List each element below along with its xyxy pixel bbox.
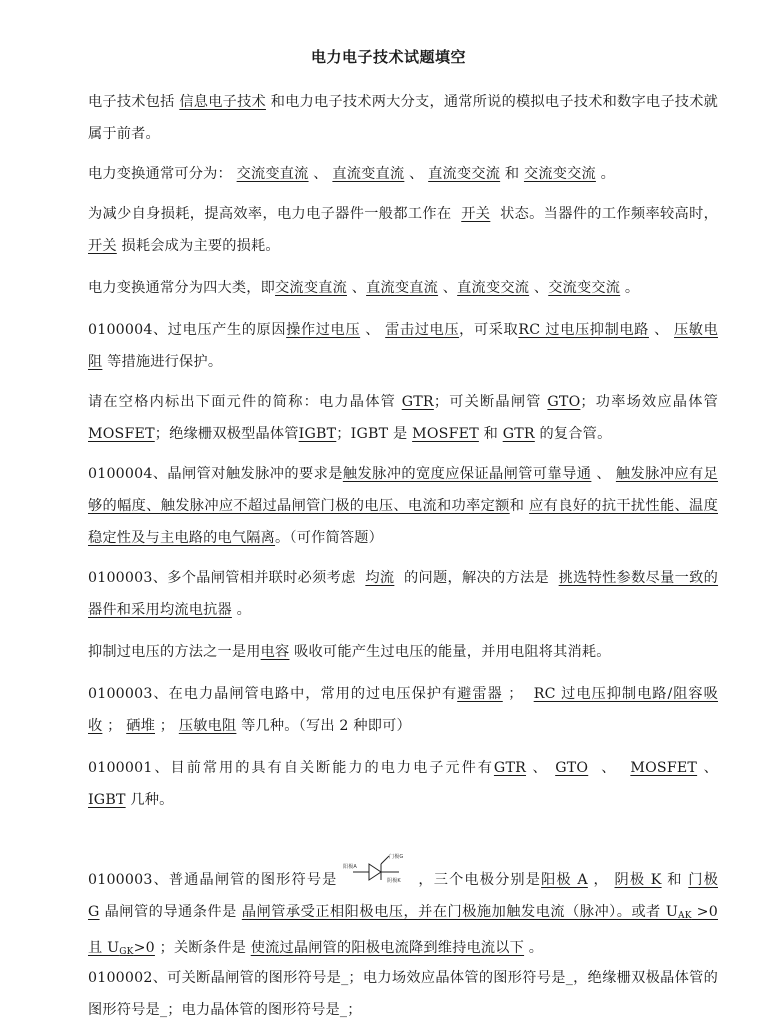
answer-blank: GTO — [547, 394, 581, 410]
answer-blank: 直流变交流 — [428, 166, 501, 182]
answer-blank: 直流变直流 — [366, 280, 439, 296]
answer-blank: 交流变直流 — [275, 280, 347, 296]
answer-blank: 触发脉冲应有足够的幅度、触发脉冲应不超过晶闸管门极的电压、电流和功率定额 — [88, 466, 719, 514]
answer-blank: MOSFET — [630, 760, 698, 776]
answer-blank: 交流变交流 — [548, 280, 621, 296]
answer-blank: 压敏电阻 — [88, 322, 718, 370]
paragraph-4: 电力变换通常分为四大类，即交流变直流 、直流变直流 、直流变交流 、交流变交流 。 — [88, 280, 640, 296]
answer-blank: GTR — [493, 760, 527, 776]
paragraph-7: 0100004、晶闸管对触发脉冲的要求是触发脉冲的宽度应保证晶闸管可靠导通 、 触发脉冲应有足够的幅度、触发脉冲应不超过晶闸管门极的电压、电流和功率定额和 应有良好的抗干扰性能、温度稳定性及与主电路的电气隔离。（可作简答题） — [88, 466, 719, 546]
answer-blank: 直流变交流 — [457, 280, 530, 296]
answer-blank: 阳极 A — [541, 872, 588, 888]
answer-blank: 压敏电阻 — [178, 718, 237, 734]
answer-blank: 门极 G — [88, 872, 718, 920]
answer-blank: 雷击过电压 — [385, 322, 460, 338]
answer-blank: 挑选特性参数尽量一致的器件和采用均流电抗器 — [88, 570, 719, 618]
answer-blank: 开关 — [88, 238, 117, 254]
answer-blank: RC 过电压抑制电路 — [518, 322, 649, 338]
answer-blank: 直流变直流 — [332, 166, 405, 182]
paragraph-6: 请在空格内标出下面元件的简称：电力晶体管 GTR；可关断晶闸管 GTO；功率场效应晶体管MOSFET；绝缘栅双极型晶体管IGBT；IGBT 是 MOSFET 和 GTR 的复合管。 — [88, 394, 718, 442]
answer-blank: 均流 — [365, 570, 395, 586]
answer-blank: 阴极 K — [614, 872, 662, 888]
paragraph-12: 0100003、普通晶闸管的图形符号是 阳极A 门极G 阴极K ，三个电极分别是阳极 A ， 阴极 K 和 门极 G 晶闸管的导通条件是 晶闸管承受正相阳极电压，并在门极施加触发电流（脉冲）。或者 $U_{AK} >0$ 且 $U_{GK}>0$ ；关断条件是 使流过晶闸管的阳极电流降到维持电流以下 。 — [88, 854, 718, 957]
paragraph-5: 0100004、过电压产生的原因操作过电压 、 雷击过电压，可采取RC 过电压抑制电路 、 压敏电阻 等措施进行保护。 — [88, 322, 718, 370]
answer-blank: MOSFET — [88, 426, 155, 442]
answer-blank: GTR — [401, 394, 434, 410]
gate-label: 门极G — [389, 854, 404, 860]
answer-blank: IGBT — [298, 426, 337, 442]
answer-blank: 避雷器 — [457, 686, 503, 702]
answer-blank: GTR — [502, 426, 535, 442]
answer-blank: 使流过晶闸管的阳极电流降到维持电流以下 — [250, 940, 525, 956]
answer-blank: 电容 — [260, 644, 290, 660]
answer-blank: 开关 — [461, 206, 491, 222]
page-title: 电力电子技术试题填空 — [310, 48, 466, 66]
paragraph-9: 抑制过电压的方法之一是用电容 吸收可能产生过电压的能量，并用电阻将其消耗。 — [88, 644, 611, 660]
cathode-label: 阴极K — [387, 878, 402, 884]
answer-blank: 应有良好的抗干扰性能、温度稳定性及与主电路的电气隔离 — [88, 498, 718, 546]
answer-blank: 硒堆 — [126, 718, 155, 734]
paragraph-2: 电力变换通常可分为： 交流变直流 、 直流变直流 、 直流变交流 和 交流变交流 。 — [88, 166, 616, 182]
answer-blank: 信息电子技术 — [179, 94, 266, 110]
paragraph-13: 0100002、可关断晶闸管的图形符号是_；电力场效应晶体管的图形符号是_，绝缘栅双极晶体管的图形符号是_；电力晶体管的图形符号是_； — [88, 970, 718, 1018]
answer-blank: IGBT — [88, 792, 126, 808]
answer-blank: MOSFET — [412, 426, 479, 442]
answer-blank: RC 过电压抑制电路/阻容吸收 — [88, 686, 719, 734]
answer-blank: 交流变直流 — [236, 166, 309, 182]
answer-blank: 触发脉冲的宽度应保证晶闸管可靠导通 — [342, 466, 592, 482]
answer-blank: 交流变交流 — [523, 166, 596, 182]
thyristor-symbol-icon — [343, 852, 411, 892]
answer-blank: GTO — [555, 760, 589, 776]
paragraph-3: 为减少自身损耗，提高效率，电力电子器件一般都工作在 开关 状态。当器件的工作频率较高时，开关 损耗会成为主要的损耗。 — [88, 206, 719, 254]
paragraph-1: 电子技术包括 信息电子技术 和电力电子技术两大分支，通常所说的模拟电子技术和数字电子技术就属于前者。 — [88, 94, 719, 142]
paragraph-11: 0100001、目前常用的具有自关断能力的电力电子元件有GTR 、 GTO 、 MOSFET 、IGBT 几种。 — [88, 760, 718, 808]
answer-blank: 操作过电压 — [286, 322, 361, 338]
paragraph-8: 0100003、多个晶闸管相并联时必须考虑 均流 的问题，解决的方法是 挑选特性参数尽量一致的器件和采用均流电抗器 。 — [88, 570, 719, 618]
paragraph-10: 0100003、在电力晶闸管电路中，常用的过电压保护有避雷器 ； RC 过电压抑制电路/阻容吸收 ； 硒堆 ； 压敏电阻 等几种。（写出 2 种即可） — [88, 686, 719, 734]
answer-blank: 晶闸管承受正相阳极电压，并在门极施加触发电流（脉冲）。或者 $U_{AK} >0$ 且 $U_{GK}>0$ — [88, 904, 718, 957]
anode-label: 阳极A — [343, 864, 358, 870]
